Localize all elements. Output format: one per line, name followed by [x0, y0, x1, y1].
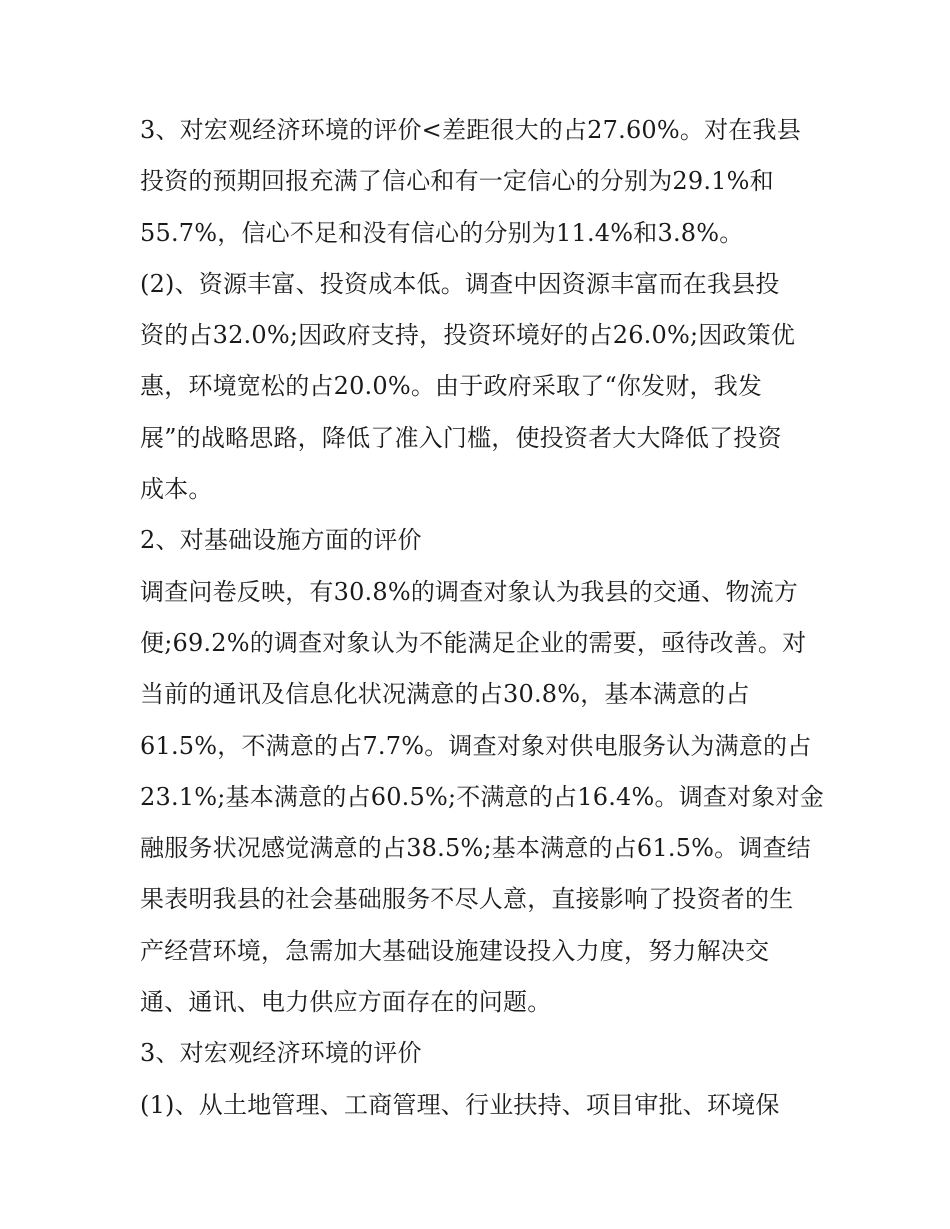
text-line: 成本。 — [140, 475, 213, 504]
section-heading: 3、对宏观经济环境的评价 — [140, 1039, 422, 1068]
text-line: 通、通讯、电力供应方面存在的问题。 — [140, 988, 552, 1017]
text-line: 调查问卷反映，有30.8%的调查对象认为我县的交通、物流方 — [140, 577, 799, 606]
text-line: 当前的通讯及信息化状况满意的占30.8%，基本满意的占 — [140, 680, 750, 709]
text-line: 资的占32.0%;因政府支持，投资环境好的占26.0%;因政策优 — [140, 321, 796, 350]
text-line: 23.1%;基本满意的占60.5%;不满意的占16.4%。调查对象对金 — [140, 782, 824, 811]
text-line: 融服务状况感觉满意的占38.5%;基本满意的占61.5%。调查结 — [140, 834, 811, 863]
text-line: 3、对宏观经济环境的评价<差距很大的占27.60%。对在我县 — [140, 116, 801, 144]
text-line: 展”的战略思路，降低了准入门槛，使投资者大大降低了投资 — [140, 423, 782, 452]
text-line: 61.5%，不满意的占7.7%。调查对象对供电服务认为满意的占 — [140, 731, 812, 760]
section-heading: 2、对基础设施方面的评价 — [140, 526, 422, 555]
text-line: 55.7%，信心不足和没有信心的分别为11.4%和3.8%。 — [140, 218, 744, 247]
text-line: (2)、资源丰富、投资成本低。调查中因资源丰富而在我县投 — [140, 269, 780, 298]
text-line: (1)、从土地管理、工商管理、行业扶持、项目审批、环境保 — [140, 1090, 780, 1119]
text-line: 便;69.2%的调查对象认为不能满足企业的需要，亟待改善。对 — [140, 628, 807, 657]
text-line: 投资的预期回报充满了信心和有一定信心的分别为29.1%和 — [140, 167, 774, 196]
text-line: 果表明我县的社会基础服务不尽人意，直接影响了投资者的生 — [140, 885, 794, 914]
text-line: 惠，环境宽松的占20.0%。由于政府采取了“你发财，我发 — [140, 372, 763, 401]
text-line: 产经营环境，急需加大基础设施建设投入力度，努力解决交 — [140, 936, 770, 965]
